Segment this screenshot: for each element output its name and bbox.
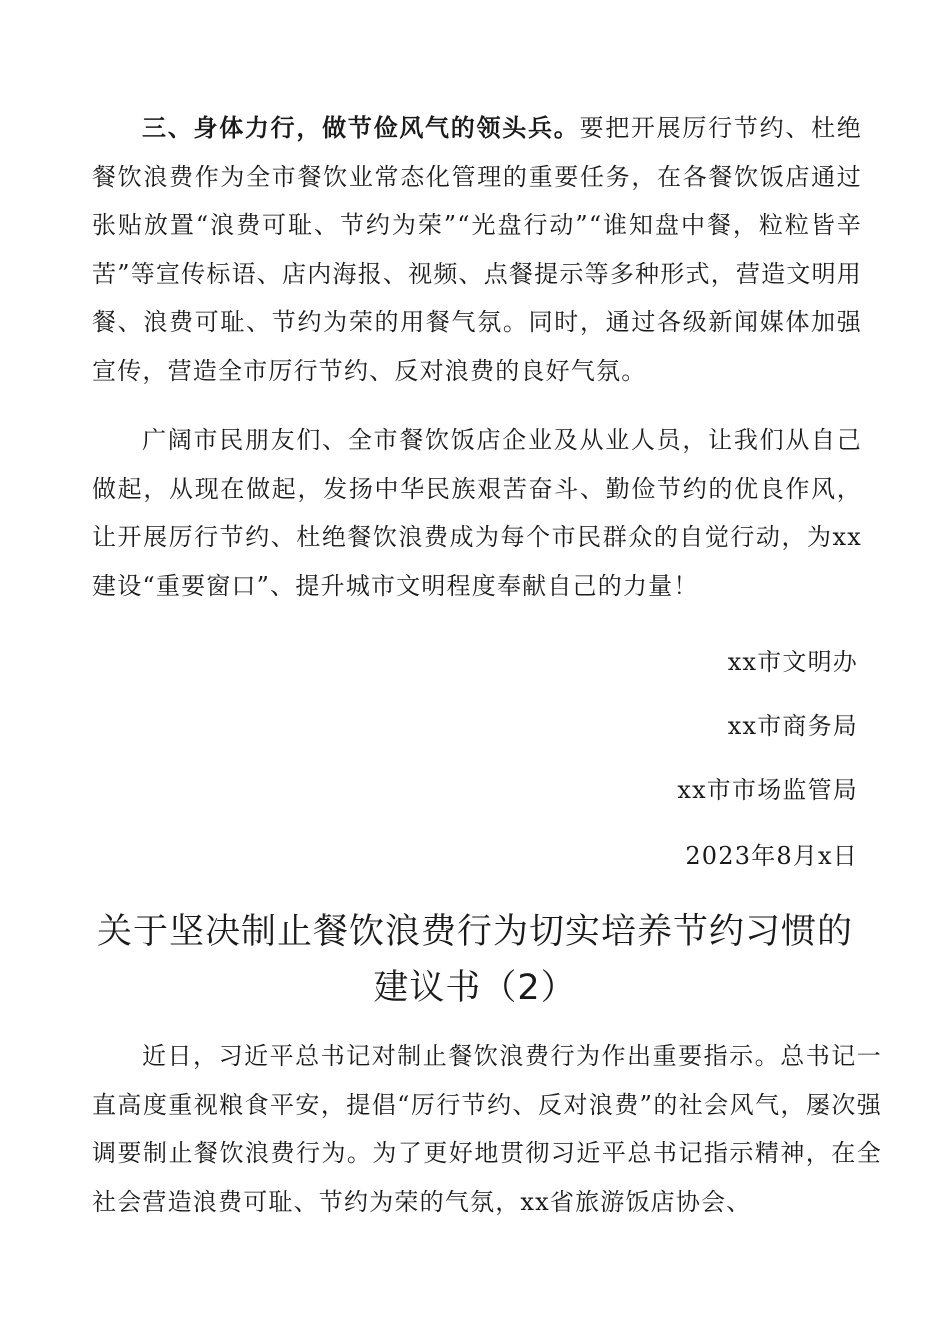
signature-market-supervision-bureau: xx市市场监管局 — [677, 776, 858, 804]
section-three-body: 要把开展厉行节约、杜绝餐饮浪费作为全市餐饮业常态化管理的重要任务，在各餐饮饭店通过张贴放置“浪费可耻、节约为荣”“光盘行动”“谁知盘中餐，粒粒皆辛苦”等宣传标语、店内海报、视频、点餐提示等多种形式，营造文明用餐、浪费可耻、节约为荣的用餐气氛。同时，通过各级新闻媒体加强宣传，营造全市厉行节约、反对浪费的良好气氛。 — [92, 114, 862, 385]
document-title-line-1: 关于坚决制止餐饮浪费行为切实培养节约习惯的 — [96, 912, 853, 952]
signature-date: 2023年8月x日 — [685, 842, 858, 870]
signature-civilization-office: xx市文明办 — [727, 648, 858, 676]
closing-paragraph: 广阔市民朋友们、全市餐饮饭店企业及从业人员，让我们从自己做起，从现在做起，发扬中华民族艰苦奋斗、勤俭节约的优良作风，让开展厉行节约、杜绝餐饮浪费成为每个市民群众的自觉行动，为xx建设“重要窗口”、提升城市文明程度奉献自己的力量！ — [92, 426, 862, 600]
document-title-line-2: 建议书（2） — [373, 968, 577, 1008]
section-three-paragraph — [92, 104, 862, 395]
intro-paragraph: 近日，习近平总书记对制止餐饮浪费行为作出重要指示。总书记一直高度重视粮食平安，提倡“厉行节约、反对浪费”的社会风气，屡次强调要制止餐饮浪费行为。为了更好地贯彻习近平总书记指示精神，在全社会营造浪费可耻、节约为荣的气氛，xx省旅游饭店协会、 — [92, 1042, 882, 1216]
section-three-heading: 三、身体力行，做节俭风气的领头兵。 — [142, 113, 580, 142]
signature-commerce-bureau: xx市商务局 — [727, 712, 858, 740]
document-title — [60, 904, 890, 1016]
